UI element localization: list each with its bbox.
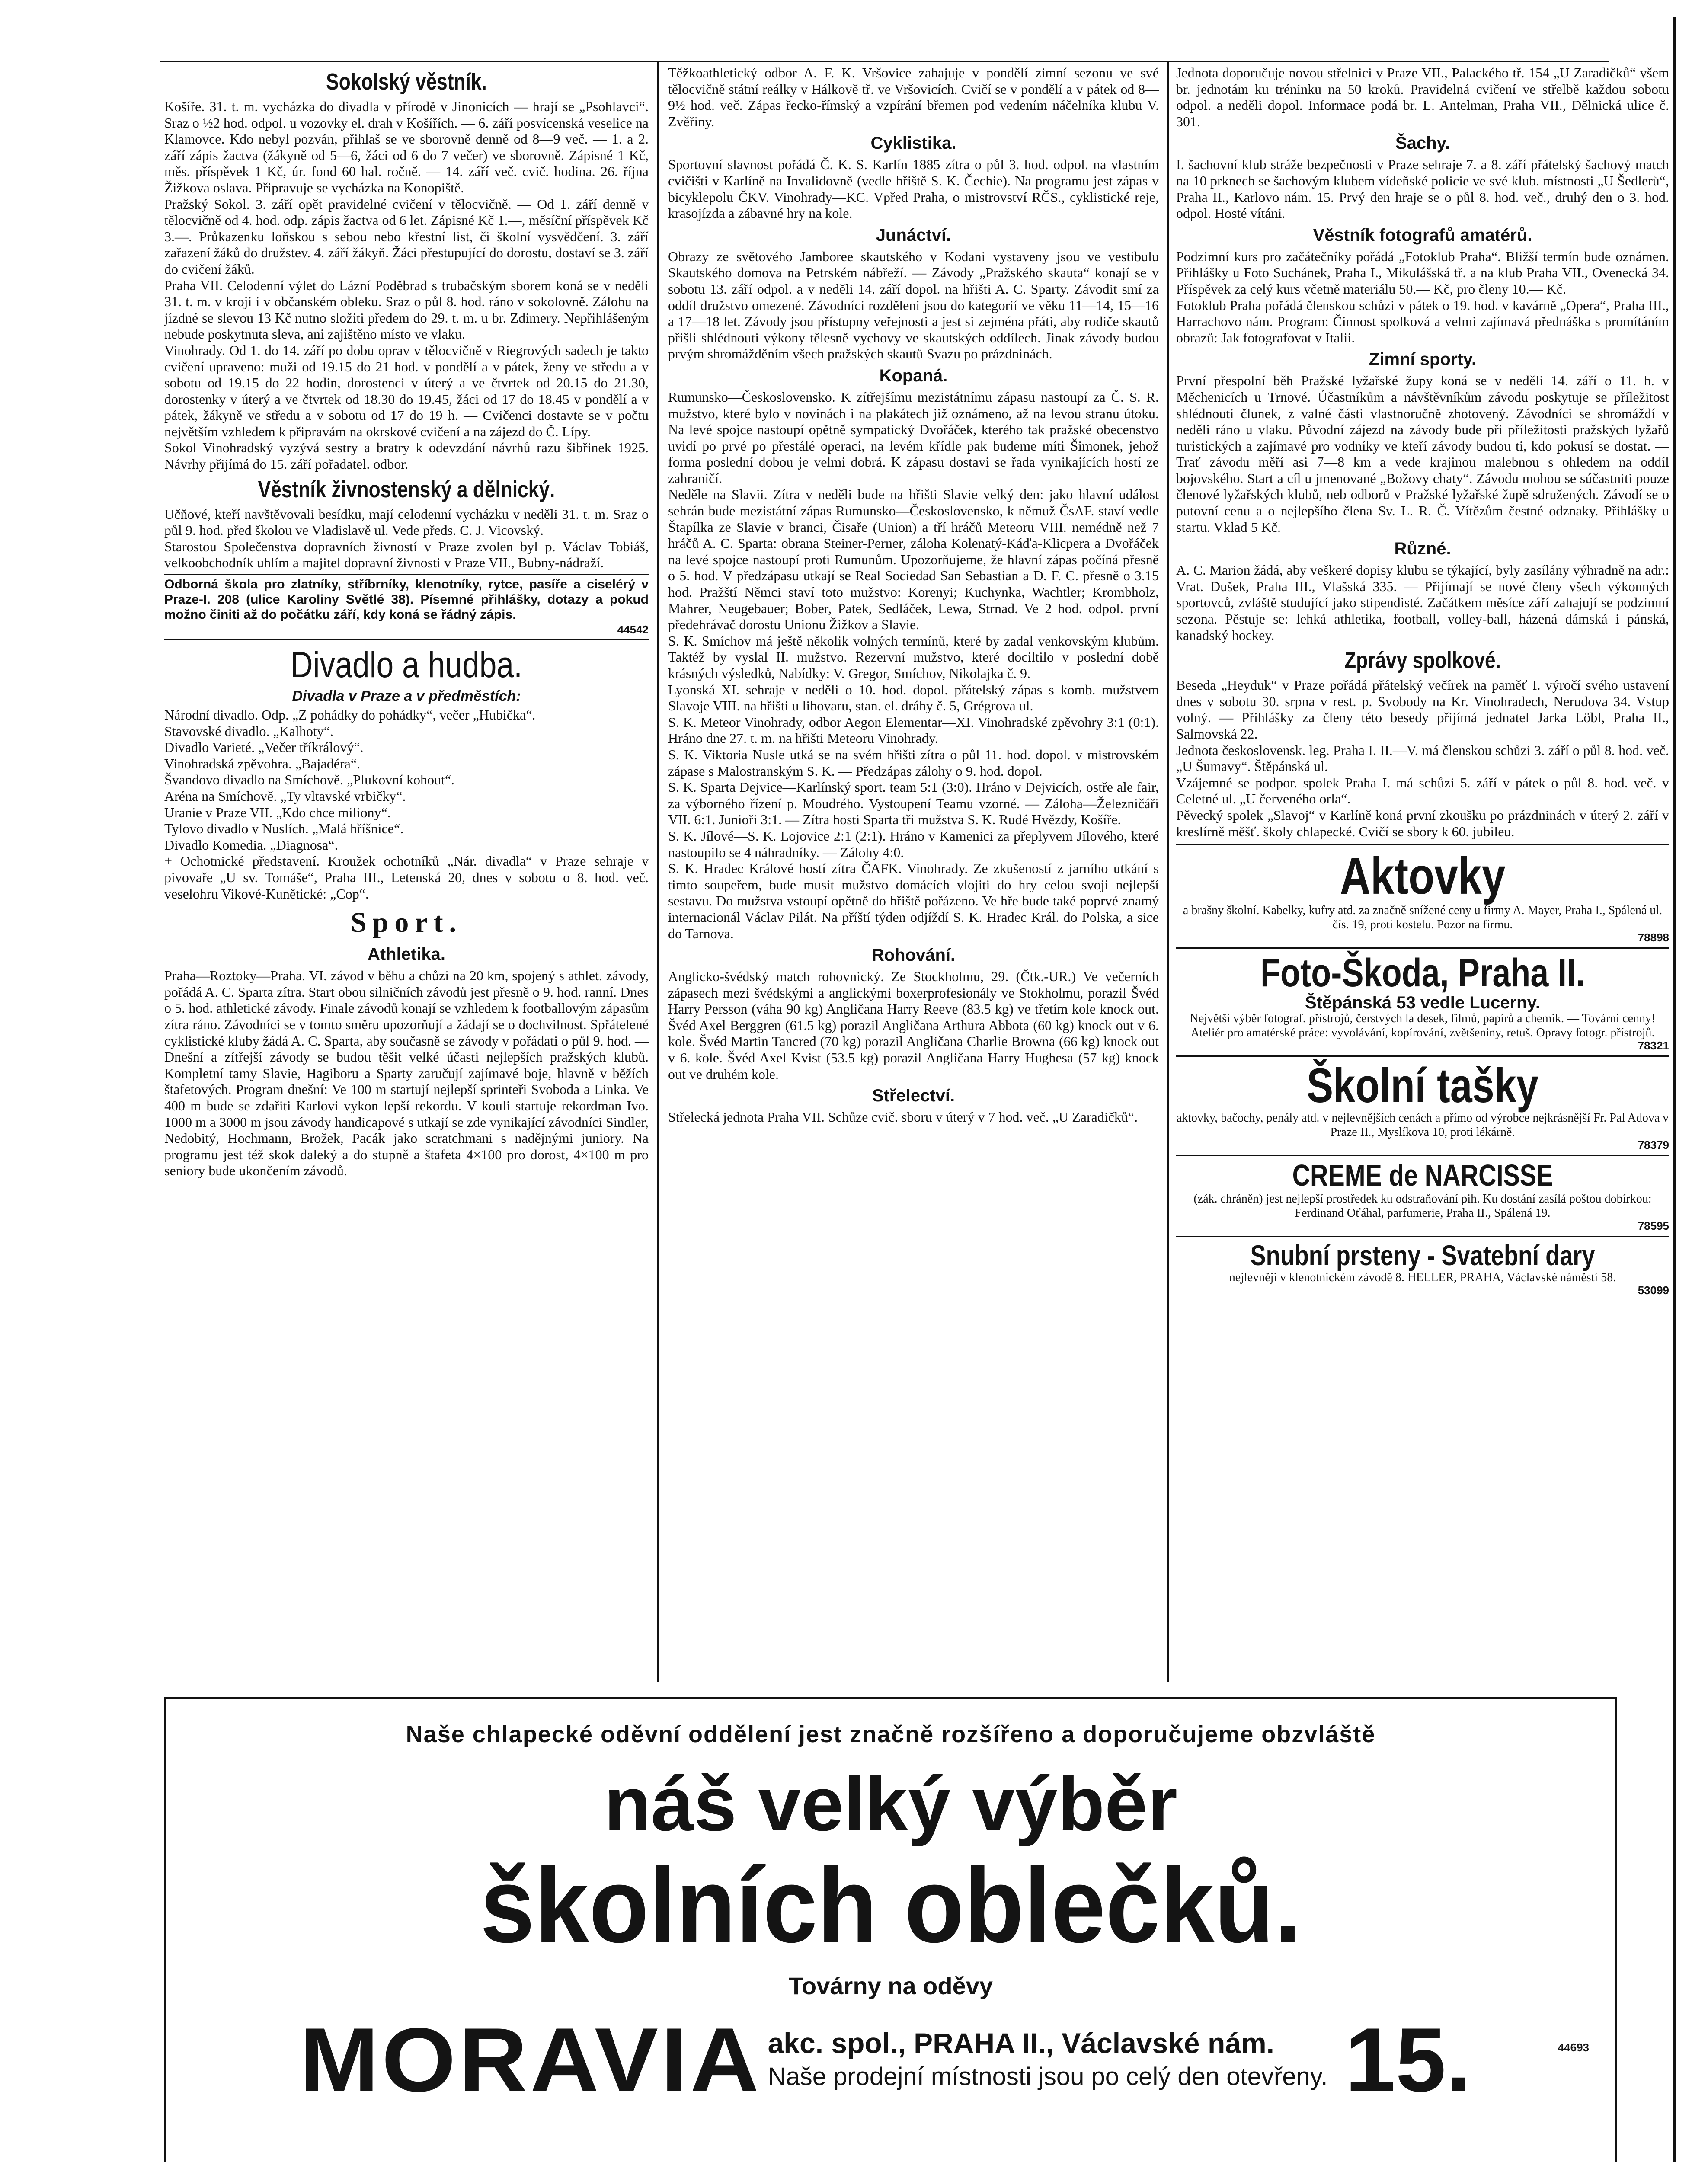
block-text: Junáctví.	[876, 225, 951, 245]
article-paragraph	[164, 723, 649, 740]
article-paragraph	[1176, 807, 1669, 840]
column-1	[164, 65, 649, 1680]
column-divider-2	[1167, 61, 1169, 1682]
ad-title: Aktovky	[1340, 847, 1506, 905]
block-text: Divadlo Varieté. „Večer tříkrálový“.	[164, 739, 364, 755]
ad-foto	[1176, 947, 1669, 1051]
ad-ref: 44693	[1558, 2041, 1589, 2054]
article-paragraph	[668, 389, 1159, 487]
block-text: Beseda „Heyduk“ v Praze pořádá přátelský večírek na paměť I. výročí svého ustavení dnes v sobotu 30. srpna v rest. p. Svobody na Kr. Vinohradech, Nerudova 34. Vstup volný. — Přihlášky za členy této besedy přijímá jednatel Jarka Löbl, Praha II., Salmovská 22.	[1176, 677, 1669, 742]
block-text: Sokol Vinohradský vyzývá sestry a bratry k odevzdání návrhů razu šibřinek 1925. Návrhy přijímá do 15. září pořadatel. odbor.	[164, 440, 649, 472]
moravia-brand: MORAVIA	[299, 2009, 762, 2111]
block-text: Tylovo divadlo v Nuslích. „Malá hříšnice“.	[164, 821, 404, 837]
article-paragraph	[164, 805, 649, 821]
article-paragraph	[164, 342, 649, 440]
sport-heading	[164, 905, 649, 940]
article-paragraph	[668, 1109, 1159, 1126]
article-paragraph	[668, 486, 1159, 633]
boxed-notice	[164, 574, 649, 640]
ad-title: Snubní prsteny - Svatební dary	[1250, 1239, 1595, 1271]
block-text: Vinohradská zpěvohra. „Bajadéra“.	[164, 755, 360, 771]
article-paragraph	[164, 756, 649, 772]
block-text: Athletika.	[367, 945, 446, 964]
block-text: Rumunsko—Československo. K zítřejšímu mezistátnímu zápasu nastoupí za Č. S. R. mužstvo, které bylo v novinách i na plakátech již oznámeno, až na levou stranu útoku. Na levé spojce nastoupí opětně sympatický Dvořáček, kterého tak pražské obecenstvo uvidí po prvé po přestálé operaci, na levém křídle pak budeme míti Šimonek, jehož forma poslední dobou je velmi dobrá. K zápasu dostavi se řada vynikajících hostí ze zahraničí.	[668, 389, 1159, 486]
block-text: Učňové, kteří navštěvovali besídku, mají celodenní vycházku v neděli 31. t. m. Sraz o půl 9. hod. před školou ve Vladislavě ul. Vede předs. C. J. Vicovský.	[164, 506, 649, 538]
block-text: Sportovní slavnost pořádá Č. K. S. Karlín 1885 zítra o půl 3. hod. odpol. na vlastním cvičišti v Karlíně na Invalidovně (vedle hřiště S. K. Čechie). Na programu jest zápas v bicyklepolu ČKV. Vinohrady—KC. Vpřed Praha, o mistrovství RČS., cyklistické reje, krasojízda a zábavné hry na kole.	[668, 157, 1159, 221]
article-paragraph	[164, 837, 649, 854]
article-paragraph	[668, 65, 1159, 130]
ad-ref: 53099	[1638, 1284, 1669, 1297]
article-paragraph	[668, 633, 1159, 682]
block-text: Šachy.	[1395, 134, 1450, 153]
article-paragraph	[1176, 157, 1669, 221]
ad-ref: 78321	[1638, 1039, 1669, 1052]
ad-line-2: náš velký výběr	[604, 1761, 1178, 1847]
ad-text: aktovky, bačochy, penály atd. v nejlevnějších cenách a přímo od výrobce nejkrásnější Fr. Pal Adova v Praze II., Myslíkova 10, proti lékárně.	[1176, 1111, 1669, 1139]
column-divider-1	[657, 61, 659, 1682]
article-paragraph	[164, 707, 649, 723]
subsection-heading	[668, 224, 1159, 246]
column-3	[1176, 65, 1669, 1680]
subsection-heading	[668, 365, 1159, 387]
article-paragraph	[668, 714, 1159, 747]
subsection-heading	[1176, 349, 1669, 370]
block-text: Praha VII. Celodenní výlet do Lázní Poděbrad s trubačským sborem koná se v neděli 31. t. m. v kroji i v občanském obleku. Sraz o půl 8. hod. ráno v sokolovně. Zálohu na jízdné se slevou 13 Kč nutno složiti předem do 29. t. m. u br. Zdimery. Nepřihlášeným nebude poskytnuta sleva, ani zajištěno místo ve vlaku.	[164, 277, 649, 342]
block-text: Vzájemné se podpor. spolek Praha I. má schůzi 5. září v pátek o půl 8. hod. več. v Celetné ul. „U červeného orla“.	[1176, 774, 1669, 807]
block-text: Stavovské divadlo. „Kalhoty“.	[164, 723, 334, 739]
ad-aktovky	[1176, 844, 1669, 943]
block-text: Podzimní kurs pro začátečníky pořádá „Fotoklub Praha“. Bližší termín bude oznámen. Přihlášky u Foto Suchánek, Praha I., Mikulášská tř. a na klub Praha VII., Ovenecká 34. Příspěvek za celý kurs včetně materiálu 50.— Kč, pro členy 10.— Kč.	[1176, 248, 1669, 297]
ad-tasky	[1176, 1055, 1669, 1151]
block-text: Kopaná.	[879, 366, 948, 385]
notice-ref: 44542	[617, 623, 649, 636]
block-text: Rohování.	[871, 946, 956, 965]
ad-title: CREME de NARCISSE	[1292, 1158, 1553, 1193]
block-text: S. K. Viktoria Nusle utká se na svém hřišti zítra o půl 11. hod. dopol. v mistrovském zápase s Malostranským S. K. — Předzápas zálohy o 9. hod. dopol.	[668, 746, 1159, 779]
article-paragraph	[164, 506, 649, 539]
article-paragraph	[164, 853, 649, 902]
ad-ref: 78379	[1638, 1139, 1669, 1152]
block-text: S. K. Jílové—S. K. Lojovice 2:1 (2:1). Hráno v Kamenici za přeplyvem Jílového, které nastoupilo se 4 náhradníky. — Zálohy 4:0.	[668, 828, 1159, 860]
article-paragraph	[668, 157, 1159, 221]
block-text: Národní divadlo. Odp. „Z pohádky do pohádky“, večer „Hubička“.	[164, 707, 536, 723]
block-text: Pražský Sokol. 3. září opět pravidelné cvičení v tělocvičně. — Od 1. září denně v tělocvičně od 4. hod. odp. zápis žactva od 6 let. Zápisné Kč 1.—, měsíční příspěvek Kč 3.—. Průkazenku loňskou s sebou nebo křestní list, či školní vysvědčení. 3. září zařazení žáků do družstev. 4. září žákyň. Žáci přestupující do dorostu, dostaví se 3. září do cvičení žáků.	[164, 196, 649, 277]
block-text: I. šachovní klub stráže bezpečnosti v Praze sehraje 7. a 8. září přátelský šachový match na 10 prknech se šachovým klubem vídeňské policie ve své klub. místnosti „U Šedlerů“, Praha II., Karlovo nám. 15. Prvý den hraje se o půl 8. hod. več., druhý den o 3. hod. odpol. Hosté vítáni.	[1176, 157, 1669, 221]
block-text: Švandovo divadlo na Smíchově. „Plukovní kohout“.	[164, 772, 455, 788]
subsection-heading	[668, 132, 1159, 154]
ad-creme	[1176, 1155, 1669, 1231]
block-text: S. K. Smíchov má ještě několik volných termínů, které by zadal venkovským klubům. Taktéž by vyslal II. mužstvo. Rezervní mužstvo, které dociltilo v poslední době krásných výsledků, Nabídky: V. Gregor, Smíchov, Nikolajka č. 9.	[668, 633, 1159, 681]
article-paragraph	[1176, 297, 1669, 346]
top-rule	[160, 61, 1609, 62]
ad-line-4: Továrny na oděvy	[788, 1972, 993, 1999]
subsection-heading	[668, 944, 1159, 966]
block-text: Cyklistika.	[870, 134, 956, 153]
ad-text: nejlevněji v klenotnickém závodě 8. HELLER, PRAHA, Václavské náměstí 58.	[1229, 1271, 1616, 1285]
article-paragraph	[164, 788, 649, 805]
section-heading	[1221, 646, 1625, 675]
block-text: Divadla v Praze a v předměstích:	[292, 688, 521, 705]
ad-text: Největší výběr fotograf. přístrojů, čerstvých la desek, filmů, papírů a chemik. — Továrni cenny! Ateliér pro amatérské práce: vyvolávání, kopírování, zvětšeniny, retuš. Opravy fotogr. přístrojů.	[1190, 1011, 1656, 1039]
moravia-row	[166, 2008, 1615, 2112]
section-heading	[208, 475, 605, 504]
ad-title: Školní tašky	[1307, 1058, 1538, 1113]
right-margin-rule	[1673, 17, 1676, 2162]
block-text: Košíře. 31. t. m. vycházka do divadla v přírodě v Jinonicích — hrají se „Psohlavci“. Sraz o ½2 hod. odpol. u vozovky el. drah v Košířích. — 6. září posvícenská veselice na Klamovce. Kdo nebyl pozván, přihlaš se ve sborovně denně od 8—9 več. — 1. a 2. září zápis žactva (žákyně od 5—6, žáci od 6 do 7 večer) ve sborovně. Zápisné 1 Kč, měs. příspěvek 1 Kč, úr. fond 60 hal. ročně. — 14. září več. cvič. hodina. 26. října Žižkova oslava. Připravuje se vycházka na Konopiště.	[164, 99, 649, 195]
column-2	[668, 65, 1159, 1680]
ad-line-3: školních oblečků.	[480, 1846, 1302, 1965]
block-text: Sport.	[350, 907, 463, 939]
block-text: Pěvecký spolek „Slavoj“ v Karlíně koná první zkoušku po prázdninách v úterý 2. září v kreslírně měšť. školy chlapecké. Cvičí se sbory k 60. jubileu.	[1176, 807, 1669, 839]
list-heading	[164, 687, 649, 705]
article-paragraph	[164, 772, 649, 788]
moravia-address	[768, 2026, 1328, 2094]
article-paragraph	[1176, 775, 1669, 807]
ad-prsteny	[1176, 1236, 1669, 1296]
block-text: S. K. Hradec Králové hostí zítra ČAFK. Vinohrady. Ze zkušeností z jarního utkání s timto soupeřem, bude musit mužstvo domácích vlojiti do hry celou svoji nejlepší sestavu. Do mužstva vstoupí opětně do hřiště pořázeno. Ve hře bude také poprvé znamý internacionál Václav Pilát. Na příští týden odjíždí S. K. Hradec Král. do Polska, a sice do Tarnova.	[668, 860, 1159, 941]
article-paragraph	[668, 747, 1159, 779]
article-paragraph	[164, 821, 649, 837]
article-paragraph	[668, 682, 1159, 714]
moravia-hours-line: Naše prodejní místnosti jsou po celý den otevřeny.	[768, 2063, 1328, 2091]
block-text: Odborná škola pro zlatníky, stříbrníky, klenotníky, rytce, pasíře a ciselérý v Praze-I. 208 (ulice Karoliny Světlé 38). Písemné přihlášky, dotazy a pokud možno činiti až do počátku září, kdy koná se řádný zápis.	[164, 577, 649, 622]
article-paragraph	[164, 539, 649, 571]
article-paragraph	[1176, 742, 1669, 775]
ad-line-1: Naše chlapecké oděvní oddělení jest značně rozšířeno a doporučujeme obzvláště	[406, 1721, 1376, 1747]
block-text: Střelecká jednota Praha VII. Schůze cvič. sboru v úterý v 7 hod. več. „U Zaradičků“.	[668, 1109, 1138, 1125]
block-text: S. K. Meteor Vinohrady, odbor Aegon Elementar—XI. Vinohradské zpěvohry 3:1 (0:1). Hráno dne 27. t. m. na hřišti Meteoru Vinohrady.	[668, 714, 1159, 746]
block-text: Sokolský věstník.	[326, 69, 487, 95]
block-text: Obrazy ze světového Jamboree skautského v Kodani vystaveny jsou ve vestibulu Skautského domova na Petrském nábřeží. — Závody „Pražského skauta“ konají se v sobotu 13. září odpol. a v neděli 14. září dopol. na hřišti A. C. Sparty. Závodit smí za oddíl družstvo omezené. Závodníci rozděleni jsou do kategorií ve věku 11—14, 15—16 a 17—18 let. Závody jsou přístupny veřejnosti a jest si zejména přáti, aby rodiče skautů přišli shlédnouti výkony tělesně vychovy ve skautských oddílech. Jinak závody budou prvým shromážděním všech pražských skautů Svazu po prázdninách.	[668, 248, 1159, 362]
article-paragraph	[164, 739, 649, 756]
block-text: Starostou Společenstva dopravních živností v Praze zvolen byl p. Václav Tobiáš, velkoobchodník uhlím a majitel dopravní živnosti v Praze VII., Bubny-nádraží.	[164, 538, 649, 571]
subsection-heading	[1176, 224, 1669, 246]
section-heading	[208, 67, 605, 96]
ad-separator	[1176, 1236, 1669, 1237]
subsection-heading	[1176, 538, 1669, 560]
block-text: Věstník fotografů amatérů.	[1313, 225, 1532, 245]
moravia-number: 15.	[1345, 2009, 1471, 2111]
moravia-address-line: akc. spol., PRAHA II., Václavské nám.	[768, 2027, 1274, 2059]
article-paragraph	[1176, 562, 1669, 643]
ad-separator	[1176, 947, 1669, 949]
ad-text: (zák. chráněn) jest nejlepší prostředek ku odstraňování pih. Ku dostání zasílá poštou dobírkou: Ferdinand Oťáhal, parfumerie, Praha II., Spálená 19.	[1193, 1192, 1652, 1220]
ad-text: a brašny školní. Kabelky, kufry atd. za značně snížené ceny u firmy A. Mayer, Praha I., Spálená ul. čís. 19, proti kostelu. Pozor na firmu.	[1183, 904, 1663, 932]
article-paragraph	[1176, 677, 1669, 742]
article-paragraph	[668, 249, 1159, 362]
subsection-heading	[1176, 132, 1669, 154]
block-text: Aréna na Smíchově. „Ty vltavské vrbičky“.	[164, 788, 406, 804]
ad-separator	[1176, 1055, 1669, 1057]
ad-side: Štěpánská 53 vedle Lucerny.	[1305, 993, 1540, 1012]
ad-separator	[1176, 1155, 1669, 1156]
article-paragraph	[164, 99, 649, 196]
block-text: Uranie v Praze VII. „Kdo chce miliony“.	[164, 804, 391, 820]
article-paragraph	[1176, 249, 1669, 297]
article-paragraph	[164, 196, 649, 278]
ad-title: Foto-Škoda, Praha II.	[1260, 951, 1585, 995]
block-text: Zprávy spolkové.	[1344, 647, 1501, 674]
block-text: Neděle na Slavii. Zítra v neděli bude na hřišti Slavie velký den: jako hlavní událost sehrán bude mezistátní zápas Rumunsko—Československo, k němuž ČsAF. staví vedle Štapílka ze Slavie v branci, Čisaře (Union) a tří hráčů Meteoru VIII. nemédně než 7 hráčů A. C. Sparta: obrana Steiner-Perner, záloha Kolenatý-Káďa-Klicpera a Dvořáček na levé spojce nastoupí proti Rumunům. Upozorňujeme, že hlavní zápas počíná přesně o 5. hod. V předzápasu utkají se Real Sociedad San Sebastian a D. F. C. přesně o 3.15 hod. Pražští Němci staví toto mužstvo: Korenyi; Kuchynka, Wachtler; Krombholz, Mahrer, Neugebauer; Bober, Patek, Sedláček, Lewa, Strnad. Ve 2 hod. odpol. první předehrávač dorostu Unionu Žižkov a Slavie.	[668, 486, 1159, 633]
ad-ref: 78898	[1638, 931, 1669, 944]
moravia-advertisement	[164, 1697, 1617, 2162]
block-text: + Ochotnické představení. Kroužek ochotníků „Nár. divadla“ v Praze sehraje v pivovaře „U sv. Tomáše“, Praha III., Letenská 20, dnes v sobotu o 8. hod. več. veselohru Vikové-Kunětické: „Cop“.	[164, 853, 649, 902]
block-text: Anglicko-švédský match rohovnický. Ze Stockholmu, 29. (Čtk.-UR.) Ve večerních zápasech mezi švédskými a anglickými boxerprofesionály ve Stokholmu, porazil Švéd Harry Persson (váha 90 kg) Angličana Harry Reeve (83.5 kg) ve třetím kole knock out. Švéd Axel Berggren (61.5 kg) porazil Angličana Arthura Abbota (60 kg) knock out v 6. kole. Švéd Martin Tancred (70 kg) porazil Angličana Charlie Browna (66 kg) knock out v 6. kole. Švéd Axel Kvist (53.5 kg) porazil Angličana Harry Hughesa (57 kg) knock out ve druhém kole.	[668, 969, 1159, 1082]
ad-ref: 78595	[1638, 1219, 1669, 1232]
subsection-heading	[164, 943, 649, 965]
article-paragraph	[668, 828, 1159, 860]
block-text: Divadlo a hudba.	[291, 644, 522, 685]
block-text: Lyonská XI. sehraje v neděli o 10. hod. dopol. přátelský zápas s komb. mužstvem Slavoje VIII. na hřišti u lihovaru, stan. el. dráhy č. 5, Grégrova ul.	[668, 681, 1159, 714]
article-paragraph	[1176, 65, 1669, 130]
article-paragraph	[164, 968, 649, 1179]
subsection-heading	[668, 1085, 1159, 1107]
article-paragraph	[164, 440, 649, 472]
block-text: A. C. Marion žádá, aby veškeré dopisy klubu se týkající, byly zasílány výhradně na adr.: Vrat. Dušek, Praha III., Vlašská 335. — Přijímají se nové členy všech výkonných sportovců, zvláště studující jako stipendisté. Začátkem měsíce září zahajují se podzimní sezona. Pěstuje se: lehká athletika, football, volley-ball, házená dámská i pánská, kanadský hockey.	[1176, 562, 1669, 643]
block-text: Vinohrady. Od 1. do 14. září po dobu oprav v tělocvičně v Riegrových sadech je takto cvičení upraveno: muži od 19.15 do 21 hod. v pondělí a v pátek, ženy ve středu a v sobotu od 19.15 do 22 hodin, dorostenci v úterý a ve čtvrtek od 20.15 do 21.30, dorostenky v úterý a ve čtvrtek od 18.30 do 19.45, žáci od 17 do 18.45 v pondělí a v pátek, žákyně ve středu a v sobotu od 17 do 19 h. — Cvičenci dostavte se v počtu největším vzhledem k připravám na okrskové cvičení a na zájezd do Č. Lípy.	[164, 342, 649, 439]
block-text: Jednota československ. leg. Praha I. II.—V. má členskou schůzi 3. září o půl 8. hod. več. „U Šumavy“. Štěpánská ul.	[1176, 742, 1669, 774]
block-text: Zimní sporty.	[1369, 350, 1477, 369]
block-text: Střelectví.	[872, 1086, 955, 1106]
block-text: Jednota doporučuje novou střelnici v Praze VII., Palackého tř. 154 „U Zaradičků“ všem br. jednotám ku tréninku na 50 kroků. Pravidelná cvičení ve střelbě každou sobotu odpol. a neděli dopol. Informace podá br. L. Antelman, Praha VII., Dělnická ulice č. 301.	[1176, 65, 1669, 129]
block-text: S. K. Sparta Dejvice—Karlínský sport. team 5:1 (3:0). Hráno v Dejvicích, ostře ale fair, za výborného řízení p. Moudrého. Vystoupení Teamu vzorné. — Záloha—Železničáři VII. 6:1. Junioři 3:1. — Zítra hosti Sparta tři mužstva S. K. Rudé Hvězdy, Košíře.	[668, 779, 1159, 828]
block-text: Praha—Roztoky—Praha. VI. závod v běhu a chůzi na 20 km, spojený s athlet. závody, pořádá A. C. Sparta zítra. Start obou silničních závodů jest přesně o 9. hod. ranní. Dnes o 5. hod. athletické závody. Finale závodů konají se vzhledem k footballovým zápasům zítra ráno. Závodníci se v tomto směru upozorňují a žádají se o dochvilnost. Spřátelené cyklistické kluby žádá A. C. Sparta, aby současně se závody v pořádati o půl 9. hod. — Dnešní a zítřejší závody se budou těšit velké účasti nejlepších pražských klubů. Kompletní tamy Slavie, Hagiboru a Sparty zaručují zajímavé boje, hlavně v běžích štafetových. Program dnešní: Ve 100 m startují nejlepší sprinteři Svoboda a Linka. Ve 400 m bude se zdařiti Karlovi vykon lepší rekordu. V kouli startuje rekordman Ivo. 1000 m a 3000 m jsou závody handicapové s utkají se zde vynikající závodníci Sindler, Nedobitý, Hochmann, Brožek, Pacák jako scratchmani s nadějnými juniory. Na programu jest též skok daleký a do stupně a štafeta 4×100 pro dorost, 4×100 m pro seniory bude ukončením závodů.	[164, 968, 649, 1179]
article-paragraph	[668, 779, 1159, 828]
block-text: Divadlo Komedia. „Diagnosa“.	[164, 837, 338, 853]
article-paragraph	[668, 969, 1159, 1082]
article-paragraph	[1176, 373, 1669, 535]
article-paragraph	[668, 860, 1159, 942]
block-text: První přespolní běh Pražské lyžařské župy koná se v neděli 14. září o 11. h. v Měchenicích u Trnové. Účastníkům a návštěvníkům závodu poskytuje se příležitost shlédnouti člunek, z valné části vlastnoručně zhotovený. Závodníci se shromáždí v neděli ráno u vlaku. Původní zájezd na závody bude při příležitosti pražských lyžařů turistických a zajímavé pro vodníky ve kteří závody budou ti, kdo pokusí se dostat. — Trať závodu měří asi 7—8 km a vede krajinou malebnou s ohledem na oddíl bojovského. Start a cíl u jmenované „Božovy chaty“. Závodu mohou se súčastniti pouze členové lyžařských klubů, neb odborů v Pražské lyžařské župě sdružených. Závodí se o putovní cenu a o nejlepšího člena Sv. L. R. Č. Vítězům čestné odznaky. Přihlášky u startu. Vklad 5 Kč.	[1176, 373, 1669, 535]
block-text: Fotoklub Praha pořádá členskou schůzi v pátek o 19. hod. v kavárně „Opera“, Praha III., Harrachovo nám. Program: Činnost spolková a velmi zajímavá přednáška s promítáním obrazů: Jak fotografovat v Italii.	[1176, 297, 1669, 345]
ad-separator	[1176, 844, 1669, 845]
block-text: Těžkoathletický odbor A. F. K. Vršovice zahajuje v pondělí zimní sezonu ve své tělocvičně státní reálky v Hálkově tř. ve Vršovicích. Cvičí se v pondělí a v pátek od 8—9½ hod. več. Zápas řecko-římský a vzpírání břemen pod vedením náčelníka klubu V. Zvěřiny.	[668, 65, 1159, 129]
section-heading-large	[201, 644, 612, 685]
block-text: Různé.	[1394, 539, 1451, 559]
block-text: Věstník živnostenský a dělnický.	[258, 476, 555, 502]
article-paragraph	[164, 278, 649, 342]
